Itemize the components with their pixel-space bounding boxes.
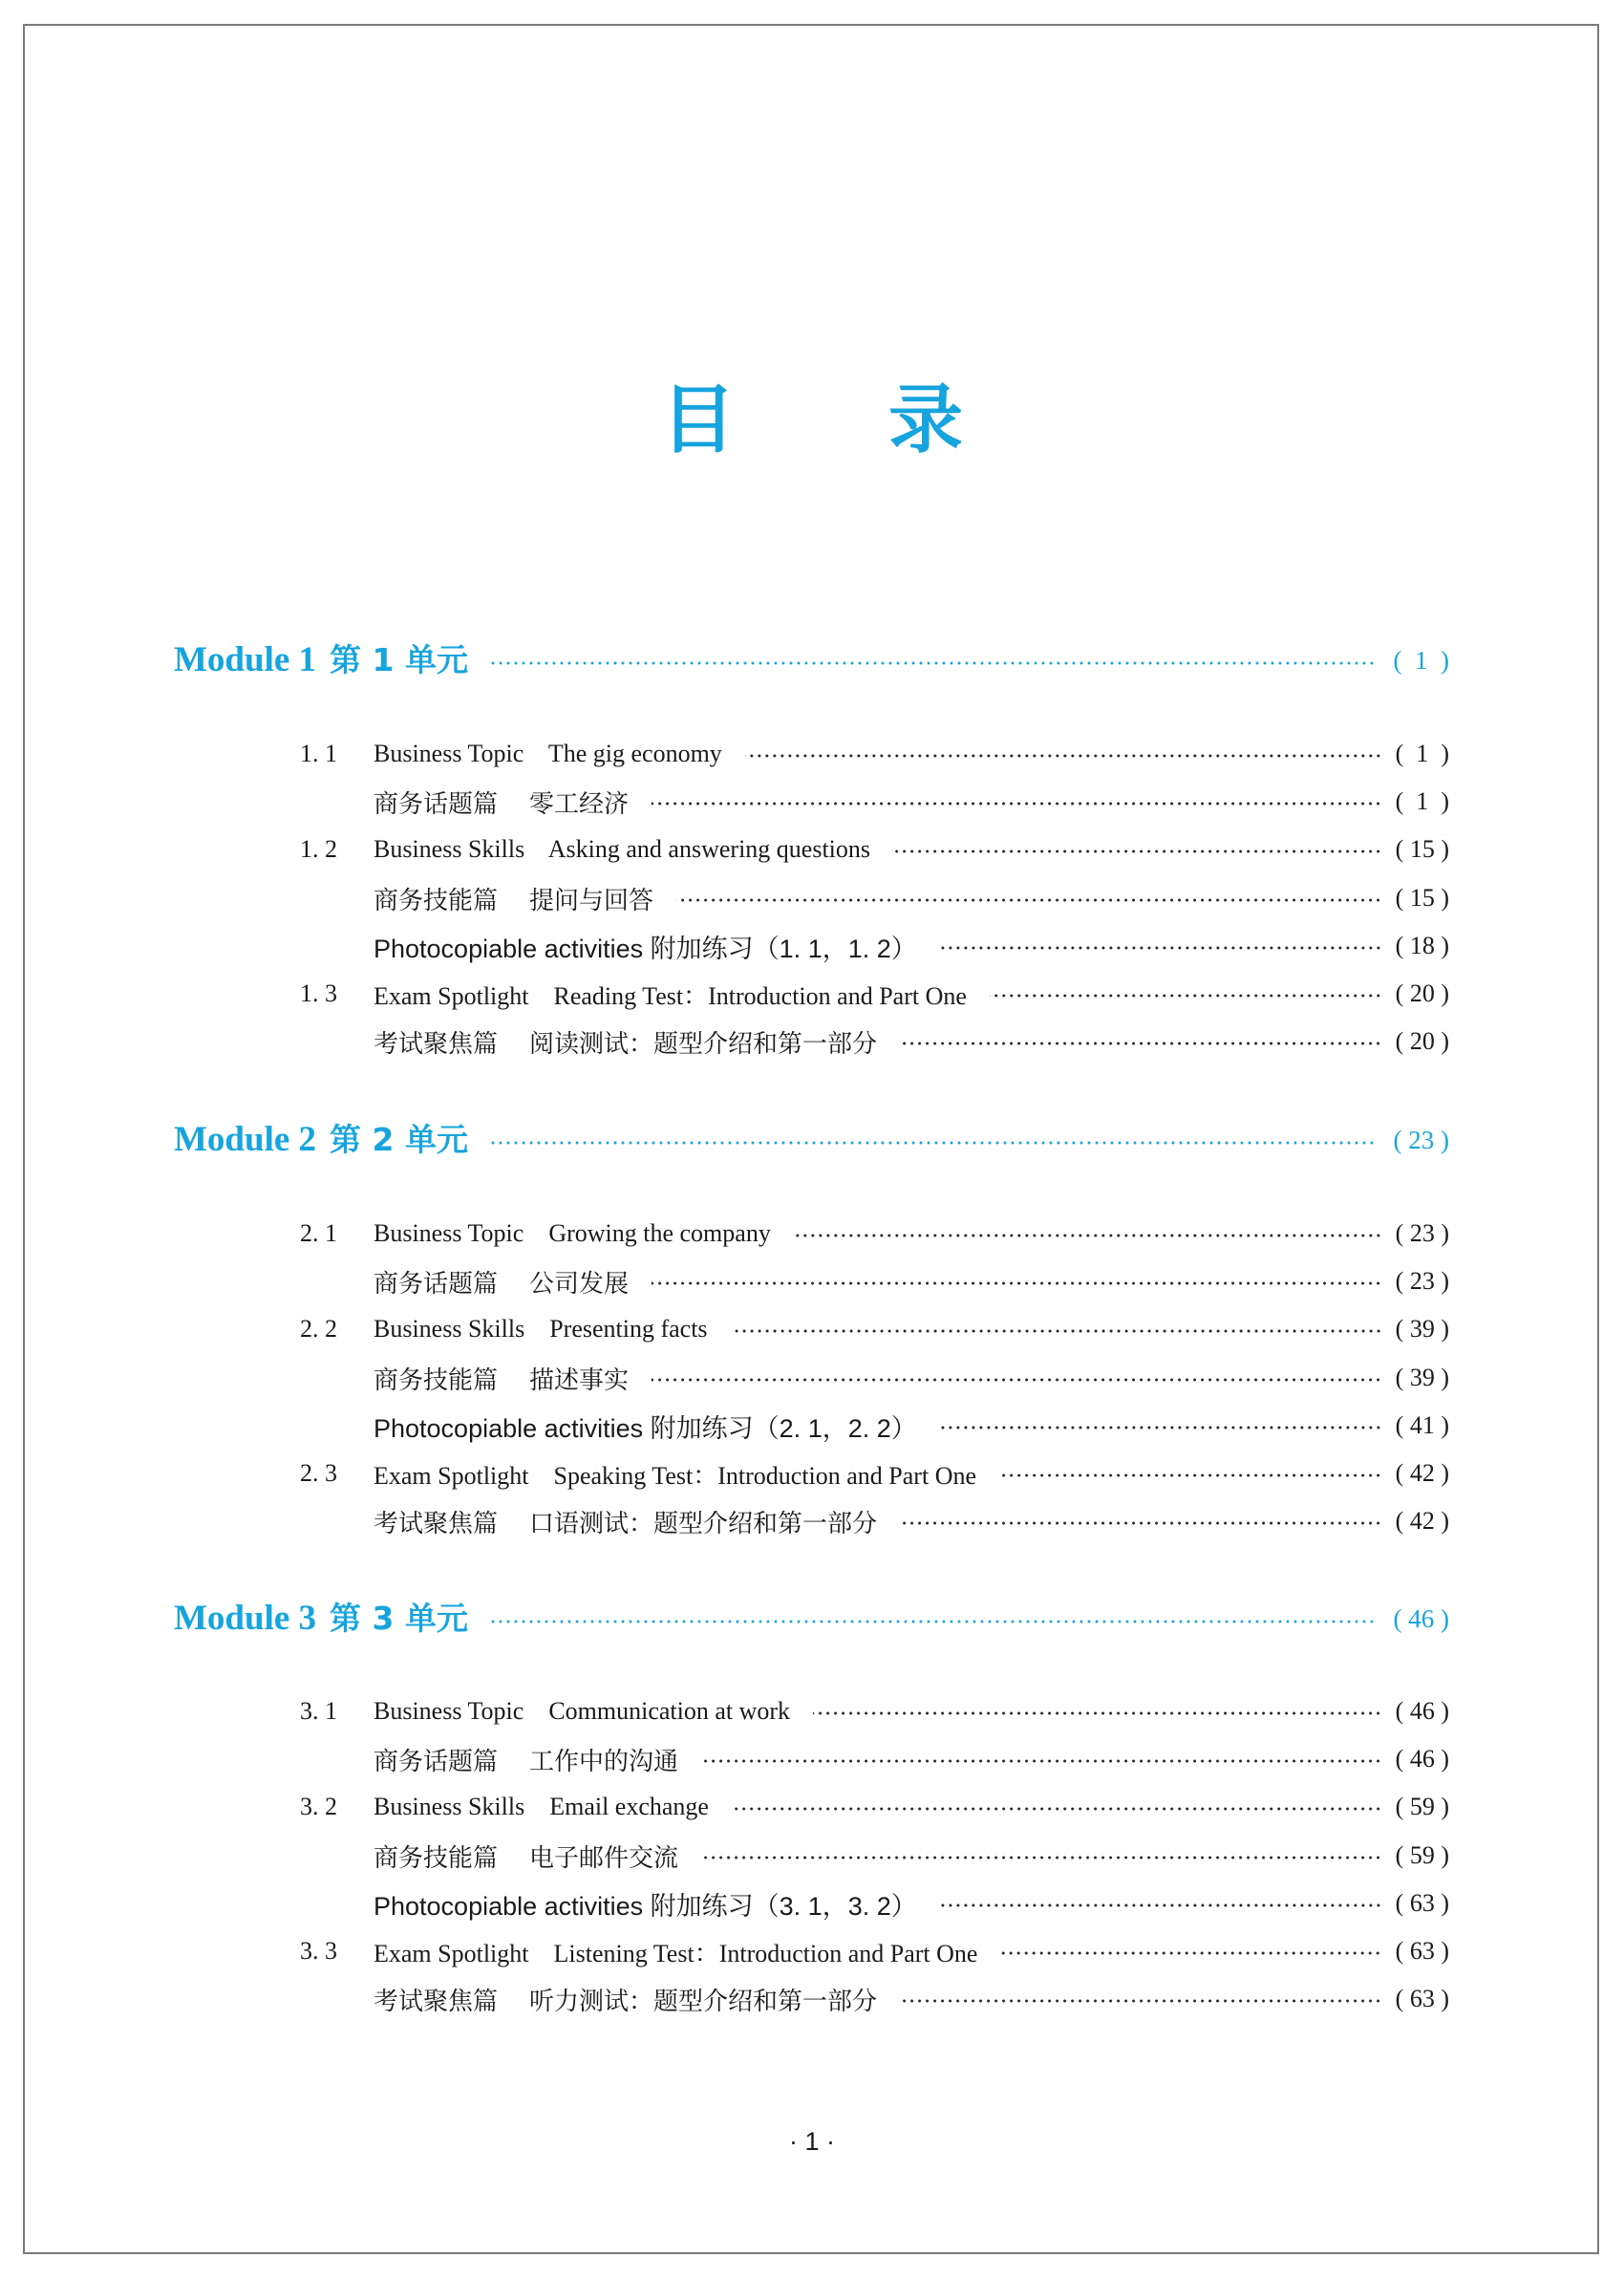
leader-dots xyxy=(701,1853,1382,1862)
toc-entry[interactable] xyxy=(302,1836,1449,1876)
module-page-number: ( 1 ) xyxy=(1393,645,1449,675)
toc-entry[interactable] xyxy=(302,829,1449,870)
entry-page-number: ( 20 ) xyxy=(1395,1027,1449,1055)
leader-dots xyxy=(731,1326,1382,1336)
entry-number: 1. 1 xyxy=(300,740,337,767)
module-label xyxy=(174,1594,468,1639)
leader-dots xyxy=(652,799,1382,808)
entry-page-number: ( 23 ) xyxy=(1395,1267,1449,1295)
leader-dots xyxy=(652,1279,1382,1288)
entry-page-number: ( 39 ) xyxy=(1395,1364,1449,1391)
module-heading[interactable] xyxy=(174,634,1449,681)
leader-dots xyxy=(940,1901,1382,1910)
entry-number: 3. 1 xyxy=(300,1697,337,1725)
entry-number: 1. 3 xyxy=(300,979,337,1007)
entry-title: Business Skills Email exchange xyxy=(374,1793,709,1820)
entry-page-number: ( 46 ) xyxy=(1395,1745,1449,1773)
entry-title: 商务技能篇 电子邮件交流 xyxy=(374,1843,679,1873)
toc-entry[interactable] xyxy=(302,974,1449,1014)
entry-page-number: ( 42 ) xyxy=(1395,1459,1449,1487)
module-chinese-title: 第 2 单元 xyxy=(330,1120,468,1158)
entry-number: 2. 2 xyxy=(300,1315,337,1343)
leader-dots xyxy=(990,991,1382,1000)
module-heading[interactable] xyxy=(174,1592,1449,1640)
toc-entry[interactable] xyxy=(302,878,1449,918)
entry-title: Business Topic Communication at work xyxy=(374,1697,791,1725)
entry-number: 1. 2 xyxy=(300,835,337,863)
entry-page-number: ( 18 ) xyxy=(1395,932,1449,959)
module-heading[interactable] xyxy=(174,1113,1449,1161)
entry-title: Exam Spotlight Reading Test：Introduction and Part One xyxy=(374,981,967,1010)
leader-dots xyxy=(940,943,1382,953)
leader-dots xyxy=(794,1231,1382,1240)
entry-page-number: ( 59 ) xyxy=(1395,1793,1449,1820)
entry-title: 商务话题篇 工作中的沟通 xyxy=(374,1747,679,1776)
page-number: · 1 · xyxy=(788,2127,835,2156)
leader-dots xyxy=(652,1375,1382,1385)
entry-number: 3. 3 xyxy=(300,1937,337,1965)
module-chinese-title: 第 3 单元 xyxy=(330,1599,468,1637)
leader-dots xyxy=(999,1471,1382,1480)
entry-title: 考试聚焦篇 听力测试：题型介绍和第一部分 xyxy=(374,1987,878,2016)
entry-title: Business Skills Asking and answering questions xyxy=(374,835,871,863)
toc-entry[interactable] xyxy=(302,1739,1449,1779)
entry-number: 2. 3 xyxy=(300,1459,337,1487)
entry-page-number: ( 63 ) xyxy=(1395,1889,1449,1917)
leader-dots xyxy=(900,1518,1382,1528)
toc-entry[interactable] xyxy=(302,1021,1449,1062)
entry-title: Photocopiable activities 附加练习（3. 1，3. 2） xyxy=(374,1891,917,1921)
module-number: Module 3 xyxy=(174,1598,317,1638)
leader-dots xyxy=(745,751,1382,761)
entry-page-number: ( 41 ) xyxy=(1395,1411,1449,1439)
entry-page-number: ( 15 ) xyxy=(1395,835,1449,863)
toc-entry[interactable] xyxy=(302,1261,1449,1301)
toc-entry[interactable] xyxy=(302,1501,1449,1541)
entry-title: Photocopiable activities 附加练习（2. 1，2. 2） xyxy=(374,1413,917,1443)
entry-page-number: ( 63 ) xyxy=(1395,1985,1449,2012)
entry-title: Business Topic The gig economy xyxy=(374,740,722,767)
leader-dots xyxy=(732,1804,1382,1814)
module-number: Module 1 xyxy=(174,639,317,679)
module-number: Module 2 xyxy=(174,1119,317,1159)
toc-entry[interactable] xyxy=(302,1406,1449,1446)
entry-title: 商务技能篇 描述事实 xyxy=(374,1365,630,1395)
entry-page-number: ( 1 ) xyxy=(1395,787,1449,815)
toc-entry[interactable] xyxy=(302,1931,1449,1971)
leader-dots xyxy=(893,847,1382,856)
toc-entry[interactable] xyxy=(302,1691,1449,1731)
module-page-number: ( 46 ) xyxy=(1393,1603,1449,1633)
toc-entry[interactable] xyxy=(302,926,1449,966)
toc-entry[interactable] xyxy=(302,1309,1449,1349)
leader-dots xyxy=(900,1039,1382,1048)
entry-number: 2. 1 xyxy=(300,1219,337,1247)
module-label xyxy=(174,635,468,680)
leader-dots xyxy=(489,658,1375,668)
entry-page-number: ( 20 ) xyxy=(1395,979,1449,1007)
title-char-2: 录 xyxy=(888,377,964,463)
leader-dots xyxy=(676,895,1382,905)
entry-page-number: ( 39 ) xyxy=(1395,1315,1449,1343)
leader-dots xyxy=(489,1617,1375,1626)
entry-page-number: ( 46 ) xyxy=(1395,1697,1449,1725)
toc-entry[interactable] xyxy=(302,734,1449,774)
leader-dots xyxy=(813,1709,1382,1718)
leader-dots xyxy=(1000,1948,1381,1958)
entry-page-number: ( 42 ) xyxy=(1395,1507,1449,1535)
module-page-number: ( 23 ) xyxy=(1393,1125,1449,1154)
entry-title: Photocopiable activities 附加练习（1. 1，1. 2） xyxy=(374,934,917,963)
entry-number: 3. 2 xyxy=(300,1793,337,1820)
entry-title: Business Skills Presenting facts xyxy=(374,1315,708,1343)
entry-title: 商务话题篇 公司发展 xyxy=(374,1269,630,1299)
entry-title: 商务技能篇 提问与回答 xyxy=(374,886,654,915)
entry-title: Business Topic Growing the company xyxy=(374,1219,771,1247)
leader-dots xyxy=(701,1756,1382,1766)
entry-title: 考试聚焦篇 阅读测试：题型介绍和第一部分 xyxy=(374,1029,878,1059)
module-chinese-title: 第 1 单元 xyxy=(330,640,468,678)
page-title xyxy=(0,377,1624,463)
toc-entry[interactable] xyxy=(302,1358,1449,1398)
entry-title: Exam Spotlight Speaking Test：Introduction and Part One xyxy=(374,1461,977,1490)
toc-entry[interactable] xyxy=(302,1214,1449,1254)
toc-entry[interactable] xyxy=(302,782,1449,822)
toc-entry[interactable] xyxy=(302,1883,1449,1924)
entry-page-number: ( 15 ) xyxy=(1395,884,1449,912)
leader-dots xyxy=(489,1138,1375,1148)
toc-entry[interactable] xyxy=(302,1453,1449,1494)
module-label xyxy=(174,1115,468,1160)
entry-page-number: ( 63 ) xyxy=(1395,1937,1449,1965)
toc-entry[interactable] xyxy=(302,1787,1449,1827)
toc-entry[interactable] xyxy=(302,1979,1449,2019)
entry-page-number: ( 1 ) xyxy=(1395,740,1449,767)
entry-page-number: ( 23 ) xyxy=(1395,1219,1449,1247)
entry-title: Exam Spotlight Listening Test：Introduction and Part One xyxy=(374,1939,978,1967)
leader-dots xyxy=(900,1996,1382,2006)
title-char-1: 目 xyxy=(660,377,736,463)
entry-title: 考试聚焦篇 口语测试：题型介绍和第一部分 xyxy=(374,1509,878,1538)
entry-title: 商务话题篇 零工经济 xyxy=(374,789,630,819)
leader-dots xyxy=(940,1423,1382,1432)
entry-page-number: ( 59 ) xyxy=(1395,1841,1449,1869)
